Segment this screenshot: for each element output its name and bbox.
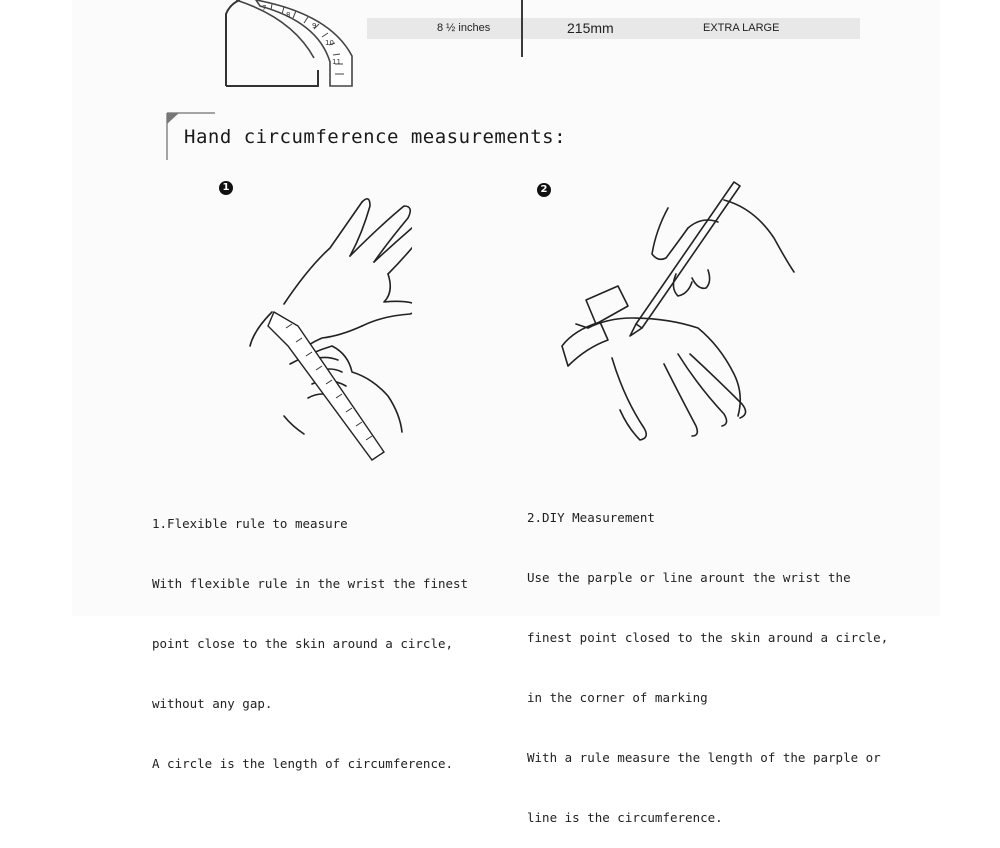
size-table-row <box>367 18 860 39</box>
caption-line: finest point closed to the skin around a circle, <box>527 630 889 645</box>
caption-line: 1.Flexible rule to measure <box>152 516 348 531</box>
size-inches: 8 ½ inches <box>437 22 491 34</box>
step-2-badge: 2 <box>537 183 551 197</box>
ruler-tick-label: 10 <box>325 39 334 47</box>
step-1-badge: 1 <box>219 181 233 195</box>
ruler-illustration <box>222 0 357 92</box>
caption-line: A circle is the length of circumference. <box>152 756 454 771</box>
size-mm: 215mm <box>567 20 614 36</box>
step-1-caption <box>152 474 468 794</box>
caption-line: line is the circumference. <box>527 810 723 825</box>
caption-line: point close to the skin around a circle, <box>152 636 454 651</box>
table-divider <box>521 0 523 57</box>
caption-line: without any gap. <box>152 696 273 711</box>
diy-measurement-illustration <box>528 178 826 466</box>
caption-line: With a rule measure the length of the parple or <box>527 750 881 765</box>
caption-line: With flexible rule in the wrist the finest <box>152 576 469 591</box>
caption-line: 2.DIY Measurement <box>527 510 655 525</box>
ruler-tick-label: 8 <box>286 11 291 19</box>
caption-line: in the corner of marking <box>527 690 708 705</box>
size-label: EXTRA LARGE <box>703 22 780 34</box>
ruler-tick-label: 11 <box>332 58 341 66</box>
ruler-tick-label: 9 <box>312 22 317 30</box>
caption-line: Use the parple or line arount the wrist the <box>527 570 851 585</box>
step-2-caption <box>527 468 888 848</box>
page-title: Hand circumference measurements: <box>184 126 567 148</box>
ruler-tick-label: 7 <box>262 4 267 12</box>
flexible-rule-illustration <box>212 176 412 466</box>
